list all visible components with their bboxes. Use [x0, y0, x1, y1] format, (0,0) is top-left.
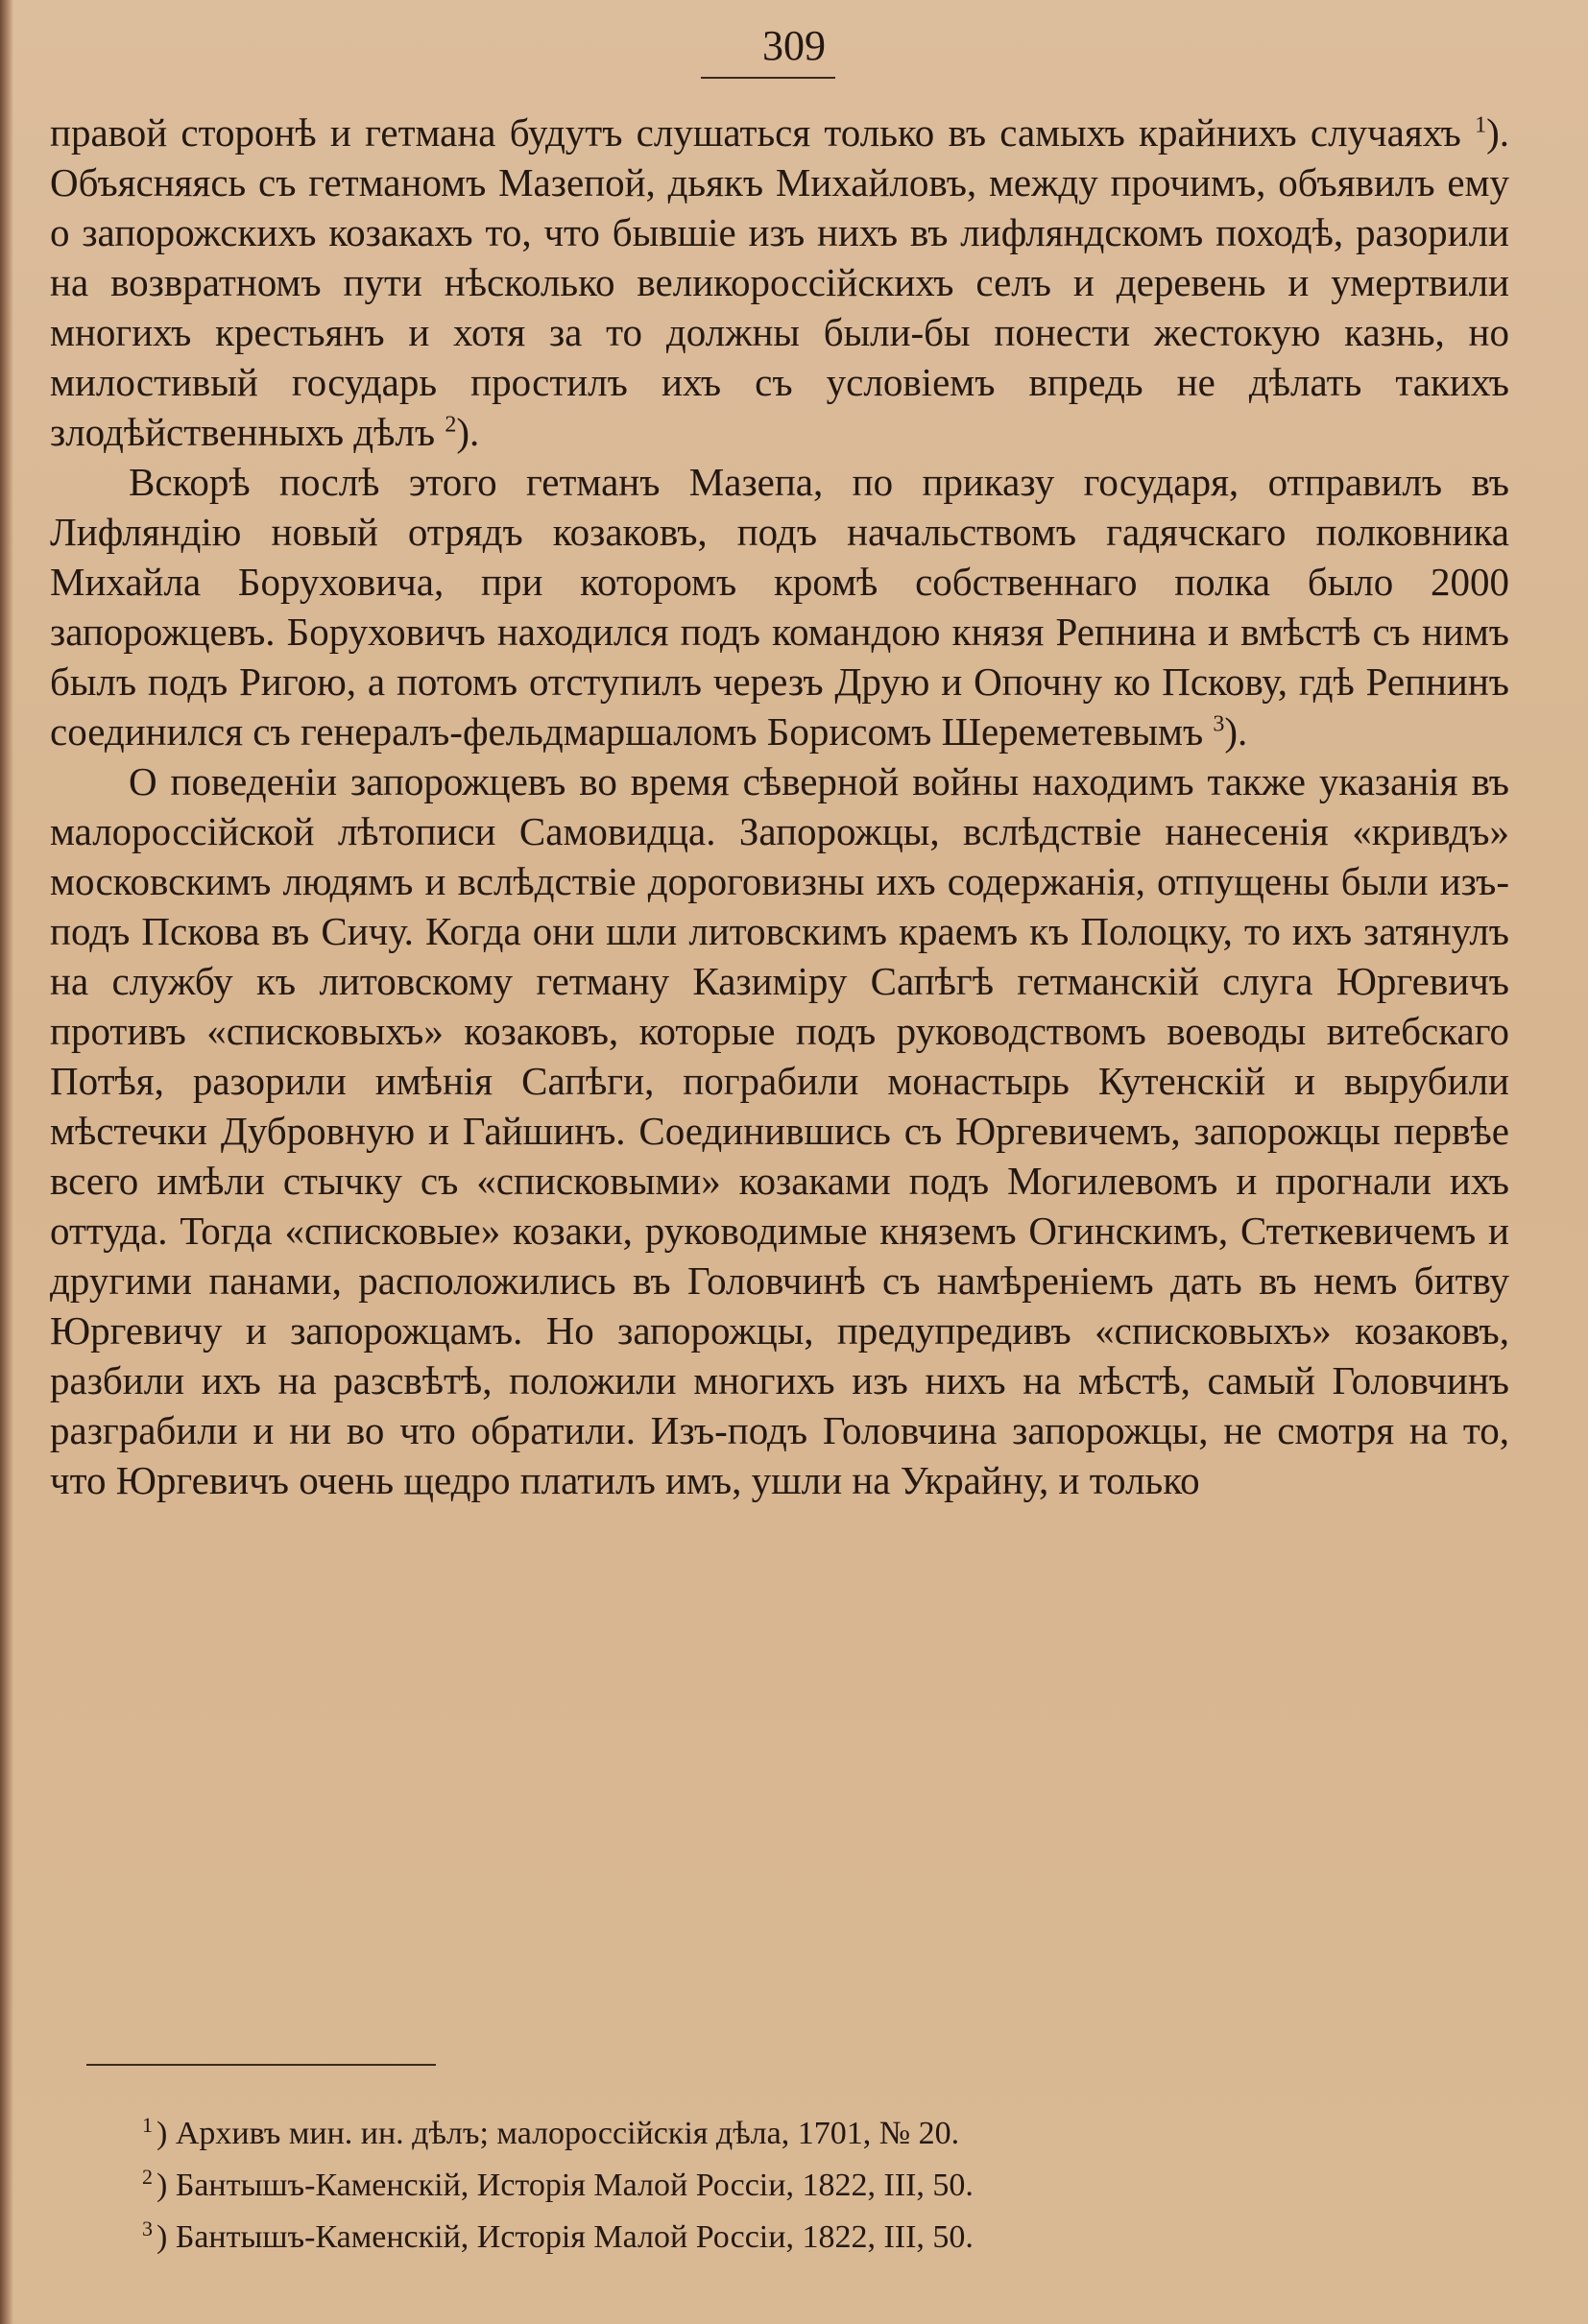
footnote-1 — [142, 2108, 1390, 2160]
page-binding-edge — [0, 0, 13, 2324]
footnote-separator — [86, 2064, 436, 2066]
footnote-mark: 2 — [142, 2164, 153, 2189]
paragraph-2 — [50, 457, 1509, 756]
footnote-ref-1[interactable]: 1 — [1475, 112, 1487, 138]
text-segment: ). — [456, 410, 480, 454]
footnote-mark: 3 — [142, 2216, 153, 2240]
page-number: 309 — [762, 22, 826, 69]
paragraph-3 — [50, 756, 1509, 1505]
footnote-text: ) Архивъ мин. ин. дѣлъ; малороссійскія дѣла, 1701, № 20. — [156, 2116, 960, 2151]
footnote-3 — [142, 2212, 1390, 2264]
body-text — [50, 108, 1509, 1505]
footnote-ref-3[interactable]: 3 — [1213, 711, 1225, 737]
paragraph-1 — [50, 108, 1509, 457]
text-segment: ). Объясняясь съ гетманомъ Мазепой, дьякъ Михайловъ, между прочимъ, объявилъ ему о запорожскихъ козакахъ то, что бывшіе изъ нихъ въ лифляндскомъ походѣ, разорили на возвратномъ пути нѣсколько великороссійскихъ селъ и деревень и умертвили многихъ крестьянъ и хотя за то должны были-бы понести жестокую казнь, но милостивый государь простилъ ихъ съ условіемъ впредь не дѣлать такихъ злодѣйственныхъ дѣлъ — [50, 110, 1509, 454]
page-number-rule — [701, 77, 835, 79]
text-segment: О поведеніи запорожцевъ во время сѣверной войны находимъ также указанія въ малороссійской лѣтописи Самовидца. Запорожцы, вслѣдствіе нанесенія «кривдъ» московскимъ людямъ и вслѣдствіе дороговизны ихъ содержанія, отпущены были изъ-подъ Пскова въ Сичу. Когда они шли литовскимъ краемъ къ Полоцку, то ихъ затянулъ на службу къ литовскому гетману Казиміру Сапѣгѣ гетманскій слуга Юргевичъ противъ «списковыхъ» козаковъ, которые подъ руководствомъ воеводы витебскаго Потѣя, разорили имѣнія Сапѣги, пограбили монастырь Кутенскій и вырубили мѣстечки Дубровную и Гайшинъ. Соединившись съ Юргевичемъ, запорожцы первѣе всего имѣли стычку съ «списковыми» козаками подъ Могилевомъ и прогнали ихъ оттуда. Тогда «списковые» козаки, руководимые княземъ Огинскимъ, Стеткевичемъ и другими панами, расположились въ Головчинѣ съ намѣреніемъ дать въ немъ битву Юргевичу и запорожцамъ. Но запорожцы, предупредивъ «списковыхъ» козаковъ, разбили ихъ на разсвѣтѣ, положили многихъ изъ нихъ на мѣстѣ, самый Головчинъ разграбили и ни во что обратили. Изъ-подъ Головчина запорожцы, не смотря на то, что Юргевичъ очень щедро платилъ имъ, ушли на Украйну, и только — [50, 759, 1509, 1502]
text-segment: ). — [1224, 709, 1248, 754]
footnote-2 — [142, 2160, 1390, 2212]
footnote-ref-2[interactable]: 2 — [445, 412, 457, 438]
text-segment: Вскорѣ послѣ этого гетманъ Мазепа, по приказу государя, отправилъ въ Лифляндію новый отрядъ козаковъ, подъ начальствомъ гадячскаго полковника Михайла Боруховича, при которомъ кромѣ собственнаго полка было 2000 запорожцевъ. Боруховичъ находился подъ командою князя Репнина и вмѣстѣ съ нимъ былъ подъ Ригою, а потомъ отступилъ черезъ Друю и Опочну ко Пскову, гдѣ Репнинъ соединился съ генералъ-фельдмаршаломъ Борисомъ Шереметевымъ — [50, 460, 1509, 754]
footnote-mark: 1 — [142, 2112, 153, 2137]
footnote-text: ) Бантышъ-Каменскій, Исторія Малой Россіи, 1822, III, 50. — [156, 2168, 974, 2203]
text-segment: правой сторонѣ и гетмана будутъ слушаться только въ самыхъ крайнихъ случаяхъ — [50, 110, 1476, 155]
footnote-text: ) Бантышъ-Каменскій, Исторія Малой Россіи, 1822, III, 50. — [156, 2219, 974, 2255]
footnotes — [142, 2108, 1390, 2264]
